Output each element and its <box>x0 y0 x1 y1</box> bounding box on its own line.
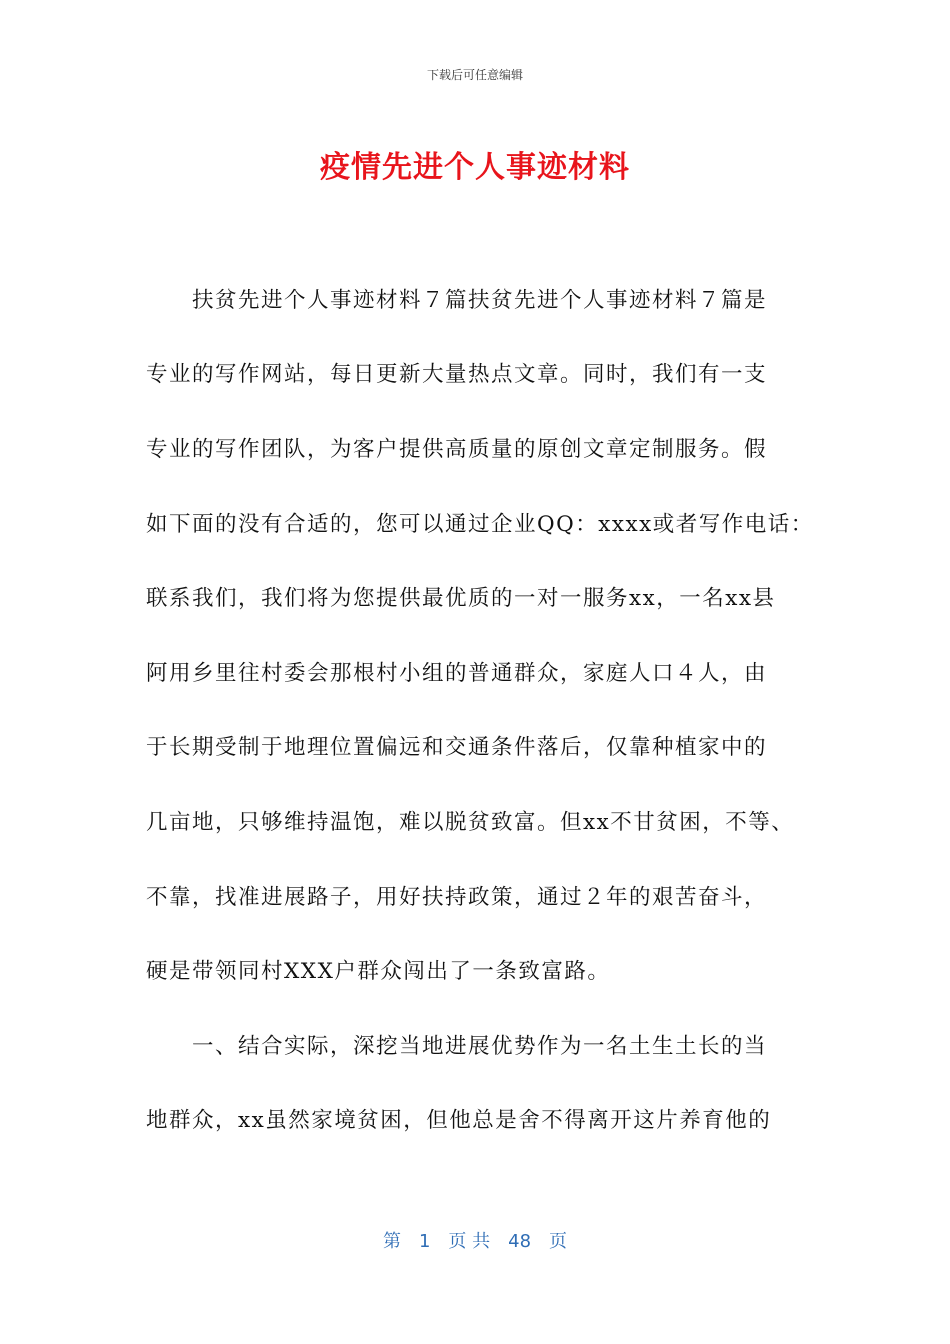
body-line-8: 几亩地，只够维持温饱，难以脱贫致富。但xx不甘贫困，不等、 <box>146 810 795 835</box>
body-line-10: 硬是带领同村XXX户群众闯出了一条致富路。 <box>146 959 611 984</box>
body-line-3: 专业的写作团队，为客户提供高质量的原创文章定制服务。假 <box>146 437 768 462</box>
document-title: 疫情先进个人事迹材料 <box>320 150 630 185</box>
body-line-9: 不靠，找准进展路子，用好扶持政策，通过２年的艰苦奋斗， <box>146 885 768 910</box>
body-line-12: 地群众，xx虽然家境贫困，但他总是舍不得离开这片养育他的 <box>146 1108 772 1133</box>
body-line-6: 阿用乡里往村委会那根村小组的普通群众，家庭人口４人，由 <box>146 661 768 686</box>
body-line-1: 扶贫先进个人事迹材料７篇扶贫先进个人事迹材料７篇是 <box>146 288 768 313</box>
body-line-11: 一、结合实际，深挖当地进展优势作为一名土生土长的当 <box>146 1034 768 1059</box>
body-line-2: 专业的写作网站，每日更新大量热点文章。同时，我们有一支 <box>146 362 768 387</box>
body-line-4: 如下面的没有合适的，您可以通过企业QQ：xxxx或者写作电话： <box>146 512 814 537</box>
body-line-5: 联系我们，我们将为您提供最优质的一对一服务xx，一名xx县 <box>146 586 776 611</box>
body-line-7: 于长期受制于地理位置偏远和交通条件落后，仅靠种植家中的 <box>146 735 768 760</box>
page-footer: 第 1 页 共 48 页 <box>382 1231 568 1252</box>
header-note: 下载后可任意编辑 <box>426 68 523 82</box>
